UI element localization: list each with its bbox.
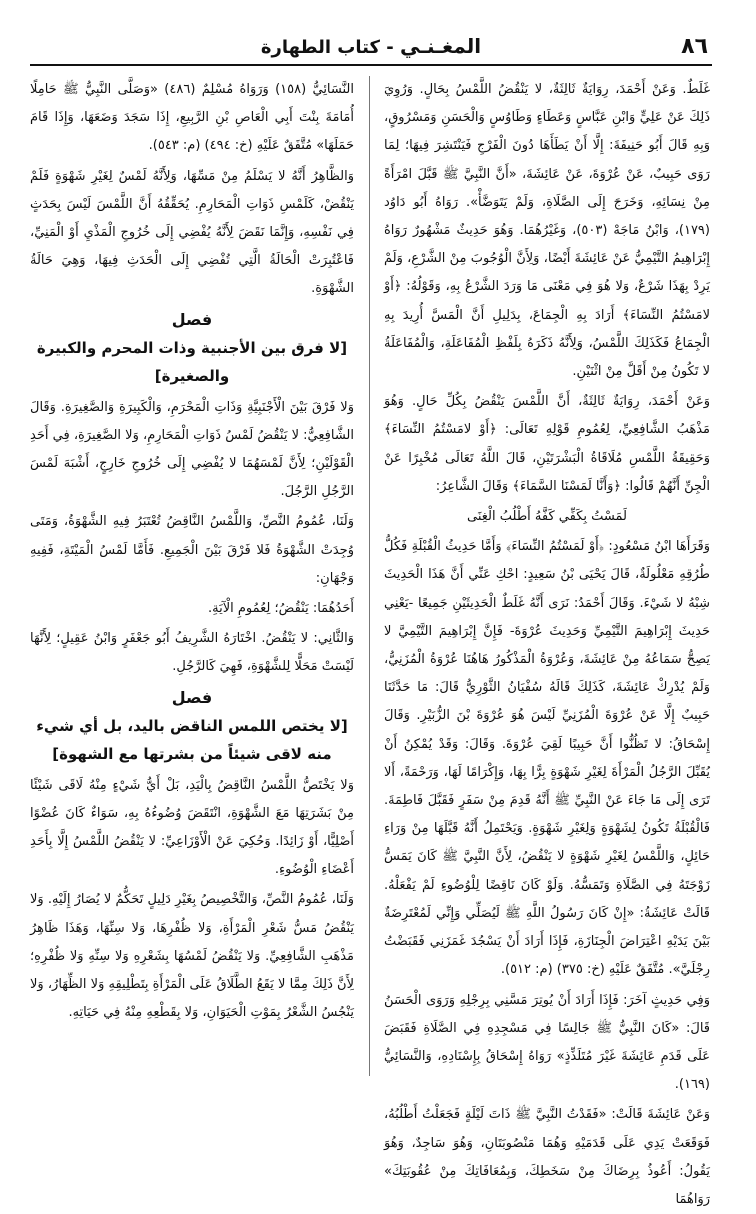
- paragraph: وَلَنَا، عُمُومُ النَّصِّ، وَالتَّخْصِيصُ بِغَيْرِ دَلِيلٍ تَحَكُّمٌ لا يُصَارُ إِلَيْهِ. وَلا يَنْقُضُ مَسُّ شَعْرِ الْمَرْأَةِ، وَلا ظُفْرِهَا، وَلا سِنِّهَا، وَهَذَا ظَاهِرُ مَذْهَبِ الشَّافِعِيِّ. وَلا يَنْقُضُ لَمْسُهَا بِشَعْرِهِ وَلا سِنِّهِ وَلا ظُفْرِهِ؛ لِأَنَّ ذَلِكَ مِمَّا لا يَقَعُ الطَّلَاقُ عَلَى الْمَرْأَةِ بِتَطْلِيقِهِ وَلا الظِّهَارُ، وَلا يَنْجُسُ الشَّعْرُ بِمَوْتِ الْحَيَوَانِ، وَلا بِقَطْعِهِ مِنْهُ فِي حَيَاتِهِ.: [30, 892, 354, 1021]
- book-brand: المغـنـي: [399, 34, 482, 58]
- column-divider: [369, 76, 370, 1076]
- paragraph: وَلا فَرْقَ بَيْنَ الْأَجْنَبِيَّةِ وَذَاتِ الْمَحْرَمِ، وَالْكَبِيرَةِ وَالصَّغِيرَةِ. وَقَالَ الشَّافِعِيُّ: لا يَنْقُضُ لَمْسُ ذَوَاتِ الْمَحَارِمِ، وَلا الصَّغِيرَةِ، فِي أَحَدِ الْقَوْلَيْنِ؛ لِأَنَّ لَمْسَهُمَا لا يُفْضِي إِلَى خُرُوجِ خَارِجٍ، أَشْبَهَ لَمْسَ الرَّجُلِ الرَّجُلَ.: [30, 399, 354, 500]
- section-heading: فصل: [171, 309, 213, 329]
- left-column: [30, 76, 354, 1076]
- page-number: ٨٦: [681, 34, 708, 59]
- paragraph: النَّسَائِيُّ (١٥٨) وَرَوَاهُ مُسْلِمٌ (٤٨٦) «وَصَلَّى النَّبِيُّ ﷺ حَامِلًا أُمَامَةَ بِنْتَ أَبِي الْعَاصِ بْنِ الرَّبِيعِ، إِذَا سَجَدَ وَضَعَهَا، وَإِذَا قَامَ حَمَلَهَا» مُتَّفَقٌ عَلَيْهِ (خ: ٤٩٤) (م: ٥٤٣).: [30, 82, 354, 154]
- right-column: [384, 76, 710, 1207]
- title-separator: -: [379, 37, 400, 58]
- paragraph: وَلَنَا، عُمُومُ النَّصِّ، وَاللَّمْسُ النَّاقِضُ تُعْتَبَرُ فِيهِ الشَّهْوَةُ، وَمَتَى وُجِدَتْ الشَّهْوَةُ فَلا فَرْقَ بَيْنَ الْجَمِيعِ. فَأَمَّا لَمْسُ الْمَيْتَةِ، فَفِيهِ وَجْهَانِ:: [30, 514, 354, 586]
- poetry-verse: لَمَسْتُ بِكَفِّي كَفَّهُ أَطْلُبُ الْغِنَى: [467, 509, 627, 525]
- paragraph: وَالثَّانِي: لا يَنْقُضُ. اخْتَارَهُ الشَّرِيفُ أَبُو جَعْفَرٍ وَابْنُ عَقِيلٍ؛ لِأَنَّهَا لَيْسَتْ مَحَلًّا لِلشَّهْوَةِ، فَهِيَ كَالرَّجُلِ.: [30, 631, 354, 675]
- section-title: [لا يختص اللمس الناقض باليد، بل أي شيء منه لاقى شيئاً من بشرتها مع الشهوة]: [36, 716, 348, 763]
- running-title: [30, 34, 712, 58]
- page-header: [30, 34, 712, 66]
- section-title: [لا فرق بين الأجنبية وذات المحرم والكبيرة والصغيرة]: [36, 338, 348, 385]
- paragraph: غَلَطٌ. وَعَنْ أَحْمَدَ، رِوَايَةٌ ثَالِثَةٌ، لا يَنْقُضُ اللَّمْسُ بِحَالٍ. وَرُوِيَ ذَلِكَ عَنْ عَلِيٍّ وَابْنِ عَبَّاسٍ وَعَطَاءٍ وَطَاوُسٍ وَالْحَسَنِ وَمَسْرُوقٍ، وَبِهِ قَالَ أَبُو حَنِيفَةَ: إِلَّا أَنْ يَطَأَهَا دُونَ الْفَرْجِ فَيَنْتَشِرَ فِيهَا؛ لِمَا رَوَى حَبِيبٌ، عَنْ عُرْوَةَ، عَنْ عَائِشَةَ، «أَنَّ النَّبِيَّ ﷺ قَبَّلَ امْرَأَةً مِنْ نِسَائِهِ، وَخَرَجَ إِلَى الصَّلَاةِ، وَلَمْ يَتَوَضَّأْ». رَوَاهُ أَبُو دَاوُد (١٧٩)، وَابْنُ مَاجَهْ (٥٠٣)، وَغَيْرُهُمَا. وَهُوَ حَدِيثٌ مَشْهُورٌ رَوَاهُ إِبْرَاهِيمُ التَّيْمِيُّ عَنْ عَائِشَةَ أَيْضًا، وَلِأَنَّ الْوُجُوبَ مِنْ الشَّرْعِ، وَلَمْ يَرِدْ بِهَذَا شَرْعٌ، وَلا هُوَ فِي مَعْنَى مَا وَرَدَ الشَّرْعُ بِهِ، وَقَوْلُهُ: ﴿أَوْ لامَسْتُمُ النِّسَاءَ﴾ أَرَادَ بِهِ الْجِمَاعَ، بِدَلِيلِ أَنَّ الْمَسَّ أُرِيدَ بِهِ الْجِمَاعُ فَكَذَلِكَ اللَّمْسُ، وَلِأَنَّهُ ذَكَرَهُ بِلَفْظِ الْمُفَاعَلَةِ، وَالْمُفَاعَلَةُ لا تَكُونُ مِنْ أَقَلَّ مِنْ اثْنَيْنِ.: [384, 82, 710, 380]
- paragraph: وَعَنْ أَحْمَدَ، رِوَايَةٌ ثَالِثَةٌ، أَنَّ اللَّمْسَ يَنْقُضُ بِكُلِّ حَالٍ. وَهُوَ مَذْهَبُ الشَّافِعِيِّ، لِعُمُومِ قَوْلِهِ تَعَالَى: ﴿أَوْ لامَسْتُمُ النِّسَاءَ﴾ وَحَقِيقَةُ اللَّمْسِ مُلَاقَاةُ الْبَشْرَتَيْنِ، قَالَ اللَّهُ تَعَالَى مُخْبِرًا عَنْ الْجِنِّ أَنَّهُمْ قَالُوا: ﴿وَأَنَّا لَمَسْنَا السَّمَاءَ﴾ وَقَالَ الشَّاعِرُ:: [384, 394, 710, 494]
- paragraph: وَقَرَأَهَا ابْنُ مَسْعُودٍ: ﴿أَوْ لَمَسْتُمُ النِّسَاءَ﴾ وَأَمَّا حَدِيثُ الْقُبْلَةِ فَكُلُّ طُرُقِهِ مَعْلُولَةٌ، قَالَ يَحْيَى بْنُ سَعِيدٍ: احْكِ عَنِّي أَنَّ هَذَا الْحَدِيثَ شِبْهُ لا شَيْءَ. وَقَالَ أَحْمَدُ: نَرَى أَنَّهُ غَلَطٌ الْحَدِيثَيْنِ جَمِيعًا -يَعْنِي حَدِيثَ إِبْرَاهِيمَ التَّيْمِيِّ وَحَدِيثَ عُرْوَةَ- فَإِنَّ إِبْرَاهِيمَ التَّيْمِيَّ لا يَصِحُّ سَمَاعُهُ مِنْ عَائِشَةَ، وَعُرْوَةُ الْمَذْكُورُ هَاهُنَا عُرْوَةُ الْمُزَنِيُّ، وَلَمْ يُدْرِكْ عَائِشَةَ، كَذَلِكَ قَالَهُ سُفْيَانُ الثَّوْرِيُّ قَالَ: مَا حَدَّثَنَا حَبِيبٌ إِلَّا عَنْ عُرْوَةَ الْمُزَنِيِّ لَيْسَ هُوَ عُرْوَةَ بْنَ الزُّبَيْرِ. وَقَالَ إِسْحَاقُ: لا تَظُنُّوا أَنَّ حَبِيبًا لَقِيَ عُرْوَةَ. وَقَالَ: وَقَدْ يُمْكِنُ أَنْ يُقَبِّلَ الرَّجُلُ الْمَرْأَةَ لِغَيْرِ شَهْوَةٍ بِرًّا بِهَا، وَإِكْرَامًا لَهَا، وَرَحْمَةً، أَلا تَرَى إِلَى مَا جَاءَ عَنْ النَّبِيِّ ﷺ أَنَّهُ قَدِمَ مِنْ سَفَرٍ فَقَبَّلَ فَاطِمَةَ. فَالْقُبْلَةُ تَكُونُ لِشَهْوَةٍ وَلِغَيْرِ شَهْوَةٍ. وَيَحْتَمِلُ أَنَّهُ قَبَّلَهَا مِنْ وَرَاءِ حَائِلٍ، وَاللَّمْسُ لِغَيْرِ شَهْوَةٍ لا يَنْقُضُ، لِأَنَّ النَّبِيَّ ﷺ كَانَ يَمَسُّ زَوْجَتَهُ فِي الصَّلَاةِ وَتَمَسُّهُ. وَلَوْ كَانَ نَاقِضًا لِلْوُضُوءِ لَمْ يَفْعَلْهُ. قَالَتْ عَائِشَةُ: «إِنْ كَانَ رَسُولُ اللَّهِ ﷺ لَيُصَلِّي وَإِنِّي لَمُعْتَرِضَةٌ بَيْنَ يَدَيْهِ اعْتِرَاضَ الْجِنَازَةِ، فَإِذَا أَرَادَ أَنْ يَسْجُدَ غَمَزَنِي فَقَبَضْتُ رِجْلَيَّ». مُتَّفَقٌ عَلَيْهِ (خ: ٣٧٥) (م: ٥١٢).: [384, 539, 710, 978]
- header-rule: [30, 64, 712, 66]
- paragraph: أَحَدُهُمَا: يَنْقُضُ؛ لِعُمُومِ الْآيَةِ.: [207, 601, 354, 617]
- section-heading: فصل: [171, 687, 213, 707]
- paragraph: وَفِي حَدِيثٍ آخَرَ: فَإِذَا أَرَادَ أَنْ يُوتِرَ مَسَّنِي بِرِجْلِهِ وَرَوَى الْحَسَنُ قَالَ: «كَانَ النَّبِيُّ ﷺ جَالِسًا فِي مَسْجِدِهِ فِي الصَّلَاةِ فَقَبَضَ عَلَى قَدَمِ عَائِشَةَ غَيْرَ مُتَلَذِّذٍ» رَوَاهُ إِسْحَاقُ بِإِسْنَادِهِ، وَالنَّسَائِيُّ (١٦٩).: [384, 992, 710, 1093]
- paragraph: وَعَنْ عَائِشَةَ قَالَتْ: «فَقَدْتُ النَّبِيَّ ﷺ ذَاتَ لَيْلَةٍ فَجَعَلْتُ أَطْلُبُهُ، فَوَقَعَتْ يَدِي عَلَى قَدَمَيْهِ وَهُمَا مَنْصُوبَتَانِ، وَهُوَ سَاجِدٌ، وَهُوَ يَقُولُ: أَعُوذُ بِرِضَاكَ مِنْ سَخَطِكَ، وَبِمُعَافَاتِكَ مِنْ عُقُوبَتِكَ» رَوَاهُمَا: [384, 1107, 710, 1207]
- paragraph: وَالظَّاهِرُ أَنَّهُ لا يَسْلَمُ مِنْ مَسِّهَا، وَلِأَنَّهُ لَمْسٌ لِغَيْرِ شَهْوَةٍ فَلَمْ يَنْقُضْ، كَلَمْسِ ذَوَاتِ الْمَحَارِمِ. يُحَقِّقُهُ أَنَّ اللَّمْسَ لَيْسَ بِحَدَثٍ فِي نَفْسِهِ، وَإِنَّمَا نَقَضَ لِأَنَّهُ يُفْضِي إِلَى خُرُوجِ الْمَذْيِ أَوْ الْمَنِيِّ، فَاعْتُبِرَتْ الْحَالَةُ الَّتِي تُفْضِي إِلَى الْحَدَثِ فِيهَا، وَهِيَ حَالَةُ الشَّهْوَةِ.: [30, 168, 354, 297]
- book-name: كتاب الطهارة: [260, 37, 380, 58]
- paragraph: وَلا يَخْتَصُّ اللَّمْسُ النَّاقِضُ بِالْيَدِ، بَلْ أَيُّ شَيْءٍ مِنْهُ لَاقَى شَيْئًا مِنْ بَشَرَتِهَا مَعَ الشَّهْوَةِ، انْتَقَضَ وُضُوءُهُ بِهِ، سَوَاءٌ كَانَ عُضْوًا أَصْلِيًّا، أَوْ زَائِدًا. وَحُكِيَ عَنْ الْأَوْزَاعِيِّ: لا يَنْقُضُ اللَّمْسُ إِلَّا بِأَحَدِ أَعْضَاءِ الْوُضُوءِ.: [30, 777, 354, 878]
